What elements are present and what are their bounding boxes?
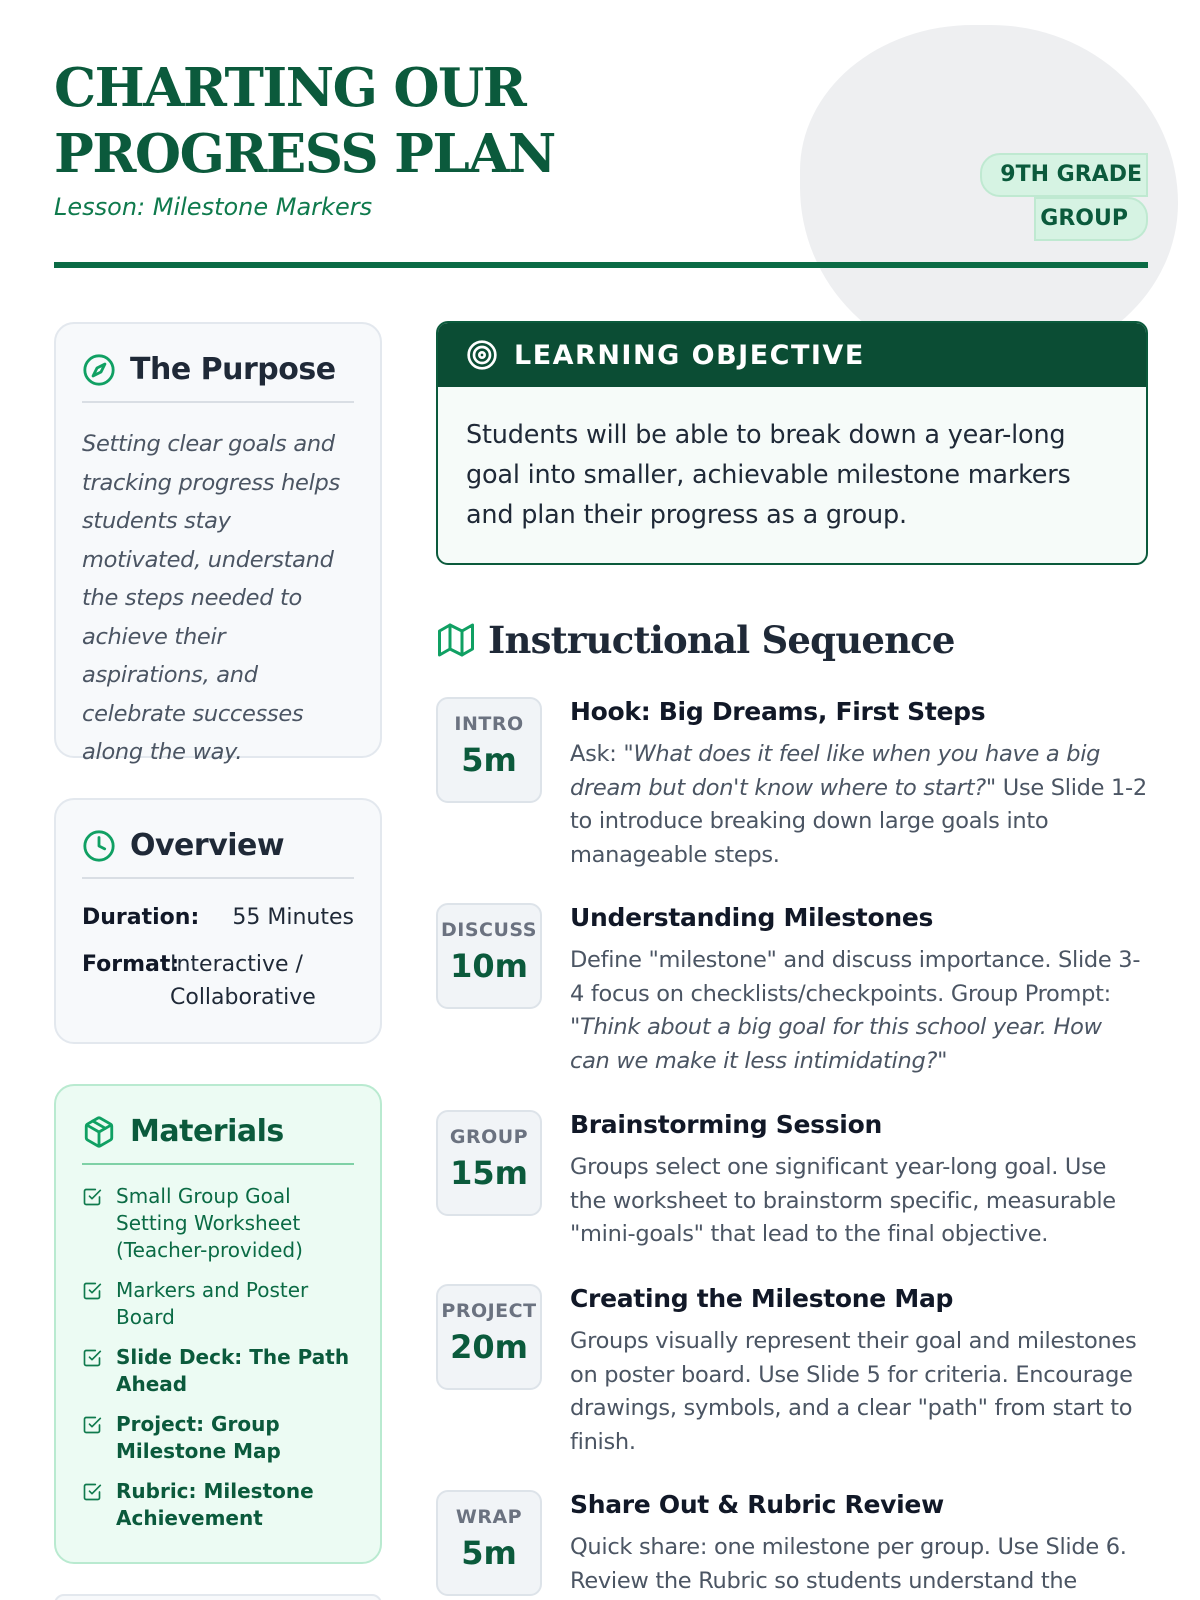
objective-header bbox=[438, 323, 1146, 387]
grade-badge-line2: GROUP bbox=[1034, 197, 1148, 241]
checkbox-icon bbox=[82, 1281, 102, 1301]
step-time-pill bbox=[436, 1490, 542, 1596]
duration-label: Duration: bbox=[82, 905, 200, 930]
purpose-text: Setting clear goals and tracking progress helps students stay motivated, understand the steps needed to achieve their aspirations, and celebrate successes along the way. bbox=[82, 431, 340, 765]
step-duration: 5m bbox=[461, 1534, 517, 1572]
lesson-subtitle: Lesson: Milestone Markers bbox=[54, 193, 373, 221]
objective-heading: LEARNING OBJECTIVE bbox=[514, 339, 865, 371]
step-body bbox=[570, 697, 1148, 872]
materials-heading: Materials bbox=[130, 1114, 284, 1149]
material-text: Small Group Goal Setting Worksheet (Teacher-provided) bbox=[116, 1184, 303, 1262]
compass-icon bbox=[82, 353, 116, 387]
checkbox-icon bbox=[82, 1348, 102, 1368]
format-value: Interactive / Collaborative bbox=[170, 952, 316, 1010]
materials-card-header bbox=[82, 1114, 354, 1165]
sequence-step bbox=[436, 1490, 1148, 1598]
purpose-heading: The Purpose bbox=[130, 352, 336, 387]
step-description bbox=[570, 738, 1148, 872]
overview-heading: Overview bbox=[130, 828, 285, 863]
step-body bbox=[570, 1284, 1148, 1459]
materials-card bbox=[54, 1084, 382, 1564]
page-title: CHARTING OUR PROGRESS PLAN bbox=[54, 57, 555, 185]
sequence-step bbox=[436, 697, 1148, 872]
grade-badge-line1: 9TH GRADE bbox=[980, 153, 1148, 197]
list-item bbox=[82, 1344, 354, 1398]
step-description: Groups select one significant year-long goal. Use the worksheet to brainstorm specific, measurable "mini-goals" that lead to the final objective. bbox=[570, 1154, 1116, 1247]
step-description: Quick share: one milestone per group. Use Slide 6. Review the Rubric so students understand the bbox=[570, 1534, 1127, 1594]
objective-card bbox=[436, 321, 1148, 565]
step-title: Brainstorming Session bbox=[570, 1110, 882, 1139]
package-icon bbox=[82, 1115, 116, 1149]
format-label: Format: bbox=[82, 952, 180, 977]
step-description bbox=[570, 944, 1148, 1078]
step-body bbox=[570, 903, 1148, 1078]
step-time-pill bbox=[436, 697, 542, 803]
list-item bbox=[82, 1411, 354, 1465]
step-label: PROJECT bbox=[441, 1300, 537, 1322]
step-label: WRAP bbox=[455, 1506, 523, 1528]
material-text: Rubric: Milestone Achievement bbox=[116, 1479, 314, 1530]
material-text: Markers and Poster Board bbox=[116, 1278, 309, 1329]
step-quote: "What does it feel like when you have a big dream but don't know where to start?" bbox=[570, 741, 1101, 801]
step-label: DISCUSS bbox=[441, 919, 537, 941]
sequence-step bbox=[436, 1284, 1148, 1459]
header bbox=[54, 55, 1148, 231]
format-row bbox=[82, 948, 354, 1014]
purpose-card-header bbox=[82, 352, 354, 403]
step-title: Hook: Big Dreams, First Steps bbox=[570, 697, 986, 726]
sequence-title: Instructional Sequence bbox=[488, 618, 955, 662]
step-text: Define "milestone" and discuss importance. Slide 3-4 focus on checklists/checkpoints. Group Prompt: bbox=[570, 947, 1141, 1007]
checkbox-icon bbox=[82, 1482, 102, 1502]
list-item bbox=[82, 1277, 354, 1331]
next-card-edge bbox=[54, 1594, 382, 1600]
step-duration: 10m bbox=[450, 947, 528, 985]
step-description: Groups visually represent their goal and milestones on poster board. Use Slide 5 for criteria. Encourage drawings, symbols, and a clear "path" from start to finish. bbox=[570, 1328, 1137, 1455]
step-duration: 15m bbox=[450, 1154, 528, 1192]
step-title: Creating the Milestone Map bbox=[570, 1284, 954, 1313]
step-time-pill bbox=[436, 1110, 542, 1216]
step-body bbox=[570, 1490, 1148, 1598]
list-item bbox=[82, 1183, 354, 1264]
target-icon bbox=[466, 339, 498, 371]
material-text: Project: Group Milestone Map bbox=[116, 1412, 281, 1463]
step-title: Share Out & Rubric Review bbox=[570, 1490, 944, 1519]
step-text: Ask: bbox=[570, 741, 624, 767]
duration-value: 55 Minutes bbox=[232, 905, 354, 930]
step-duration: 20m bbox=[450, 1328, 528, 1366]
sequence-heading bbox=[438, 618, 955, 662]
header-divider bbox=[54, 262, 1148, 268]
step-time-pill bbox=[436, 1284, 542, 1390]
materials-list bbox=[82, 1183, 354, 1532]
step-label: GROUP bbox=[449, 1126, 529, 1148]
step-label: INTRO bbox=[454, 713, 524, 735]
clock-icon bbox=[82, 829, 116, 863]
checkbox-icon bbox=[82, 1415, 102, 1435]
step-time-pill bbox=[436, 903, 542, 1009]
map-icon bbox=[438, 622, 474, 658]
sequence-step bbox=[436, 903, 1148, 1078]
purpose-card bbox=[54, 322, 382, 765]
checkbox-icon bbox=[82, 1187, 102, 1207]
step-duration: 5m bbox=[461, 741, 517, 779]
step-quote: "Think about a big goal for this school year. How can we make it less intimidating?" bbox=[570, 1014, 1102, 1074]
overview-card bbox=[54, 798, 382, 1044]
objective-text: Students will be able to break down a year-long goal into smaller, achievable milestone markers and plan their progress as a group. bbox=[466, 420, 1071, 530]
material-text: Slide Deck: The Path Ahead bbox=[116, 1345, 350, 1396]
duration-row bbox=[82, 901, 354, 934]
grade-badge bbox=[980, 153, 1148, 241]
step-title: Understanding Milestones bbox=[570, 903, 934, 932]
step-body bbox=[570, 1110, 1148, 1252]
sequence-step bbox=[436, 1110, 1148, 1252]
step-text-after: Use Slide 1-2 to introduce breaking down large goals into manageable steps. bbox=[570, 774, 1147, 868]
list-item bbox=[82, 1478, 354, 1532]
overview-card-header bbox=[82, 828, 354, 879]
